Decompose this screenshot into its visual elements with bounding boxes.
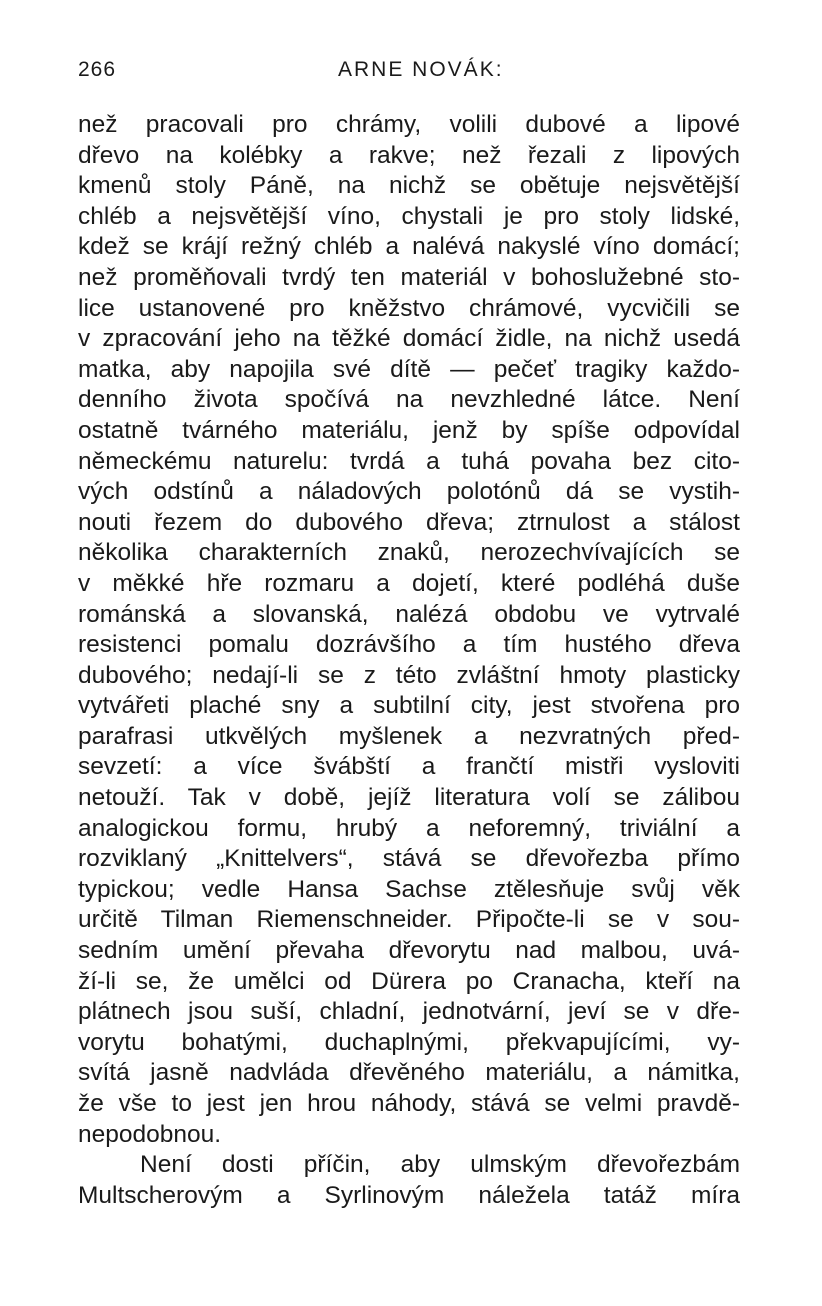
text-line: dřevo na kolébky a rakve; než řezali z lipových (78, 141, 740, 169)
text-line: nepodobnou. (78, 1120, 222, 1148)
text-line: několika charakterních znaků, nerozechvívajících se (78, 539, 740, 567)
text-line: v zpracování jeho na těžké domácí židle, na nichž usedá (78, 325, 740, 353)
text-line: Není dosti příčin, aby ulmským dřevořezbám (140, 1151, 740, 1179)
body-text (78, 110, 740, 1211)
paragraph-2 (78, 1150, 740, 1211)
text-line: než proměňovali tvrdý ten materiál v bohoslužebné sto- (78, 263, 740, 291)
text-line: resistenci pomalu dozrávšího a tím hustého dřeva (78, 631, 740, 659)
running-title: ARNE NOVÁK: (338, 58, 504, 81)
text-line: ží-li se, že umělci od Dürera po Cranacha, kteří na (78, 967, 740, 995)
text-line: dubového; nedají-li se z této zvláštní hmoty plasticky (78, 661, 740, 689)
text-line: matka, aby napojila své dítě — pečeť tragiky každo- (78, 355, 740, 383)
text-line: rozviklaný „Knittelvers“, stává se dřevořezba přímo (78, 845, 740, 873)
text-line: denního života spočívá na nevzhledné látce. Není (78, 386, 740, 414)
page-number: 266 (78, 58, 117, 81)
text-line: románská a slovanská, nalézá obdobu ve vytrvalé (78, 600, 740, 628)
text-line: určitě Tilman Riemenschneider. Připočte-li se v sou- (78, 906, 740, 934)
text-line: vytvářeti plaché sny a subtilní city, jest stvořena pro (78, 692, 740, 720)
text-line: Multscherovým a Syrlinovým náležela tatáž míra (78, 1181, 740, 1209)
text-line: nouti řezem do dubového dřeva; ztrnulost a stálost (78, 508, 740, 536)
text-line: typickou; vedle Hansa Sachse ztělesňuje svůj věk (78, 875, 740, 903)
text-line: sedním umění převaha dřevorytu nad malbou, uvá- (78, 937, 740, 965)
text-line: sevzetí: a více švábští a frančtí mistři vysloviti (78, 753, 740, 781)
text-line: netouží. Tak v době, jejíž literatura volí se zálibou (78, 784, 740, 812)
text-line: ostatně tvárného materiálu, jenž by spíše odpovídal (78, 416, 740, 444)
text-line: že vše to jest jen hrou náhody, stává se velmi pravdě- (78, 1090, 740, 1117)
text-line: kmenů stoly Páně, na nichž se obětuje nejsvětější (78, 172, 740, 200)
text-line: analogickou formu, hrubý a neforemný, triviální a (78, 814, 740, 842)
text-line: parafrasi utkvělých myšlenek a nezvratných před- (78, 722, 740, 750)
running-head (78, 52, 740, 92)
text-line: v měkké hře rozmaru a dojetí, které podléhá duše (78, 569, 740, 597)
text-line: svítá jasně nadvláda dřevěného materiálu, a námitka, (78, 1059, 740, 1087)
text-line: plátnech jsou suší, chladní, jednotvární, jeví se v dře- (78, 998, 740, 1026)
text-line: kdež se krájí režný chléb a nalévá nakyslé víno domácí; (78, 233, 740, 261)
text-line: německému naturelu: tvrdá a tuhá povaha bez cito- (78, 447, 740, 475)
text-line: lice ustanovené pro kněžstvo chrámové, vycvičili se (78, 294, 740, 322)
book-page (78, 52, 740, 1211)
text-line: vých odstínů a náladových polotónů dá se vystih- (78, 478, 740, 506)
text-line: vorytu bohatými, duchaplnými, překvapujícími, vy- (78, 1028, 740, 1056)
text-line: chléb a nejsvětější víno, chystali je pro stoly lidské, (78, 202, 740, 230)
paragraph-1 (78, 110, 740, 1150)
text-line: než pracovali pro chrámy, volili dubové a lipové (78, 111, 740, 138)
